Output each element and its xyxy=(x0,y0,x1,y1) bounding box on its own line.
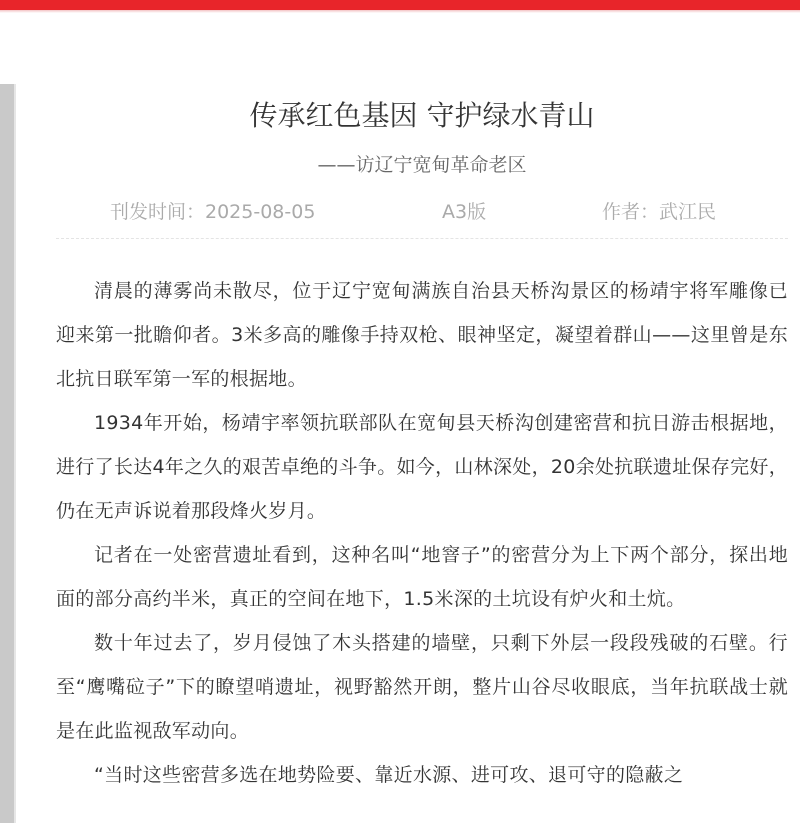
top-accent-bar xyxy=(0,0,800,10)
article-body xyxy=(56,239,788,797)
article-paragraph: 1934年开始，杨靖宇率领抗联部队在宽甸县天桥沟创建密营和抗日游击根据地，进行了长达4年之久的艰苦卓绝的斗争。如今，山林深处，20余处抗联遗址保存完好，仍在无声诉说着那段烽火岁月。 xyxy=(56,412,788,522)
article-title: 传承红色基因 守护绿水青山 xyxy=(249,99,595,132)
left-sidebar-rule xyxy=(0,84,14,823)
article-subtitle: ——访辽宁宽甸革命老区 xyxy=(317,154,527,176)
publish-date: 刊发时间：2025-08-05 xyxy=(110,201,316,223)
author-name: 作者：武江民 xyxy=(602,201,717,223)
article xyxy=(56,84,788,797)
top-accent-shade xyxy=(0,10,800,13)
article-paragraph: 清晨的薄雾尚未散尽，位于辽宁宽甸满族自治县天桥沟景区的杨靖宇将军雕像已迎来第一批瞻仰者。3米多高的雕像手持双枪、眼神坚定，凝望着群山——这里曾是东北抗日联军第一军的根据地。 xyxy=(56,280,788,390)
left-sidebar-rule-edge xyxy=(14,84,16,823)
page-number: A3版 xyxy=(442,201,487,223)
article-paragraph: 记者在一处密营遗址看到，这种名叫“地窨子”的密营分为上下两个部分，探出地面的部分高约半米，真正的空间在地下，1.5米深的土坑设有炉火和土炕。 xyxy=(56,544,788,610)
article-paragraph: 数十年过去了，岁月侵蚀了木头搭建的墙壁，只剩下外层一段段残破的石壁。行至“鹰嘴砬子”下的瞭望哨遗址，视野豁然开朗，整片山谷尽收眼底，当年抗联战士就是在此监视敌军动向。 xyxy=(56,632,788,742)
article-paragraph: “当时这些密营多选在地势险要、靠近水源、进可攻、退可守的隐蔽之 xyxy=(94,764,684,786)
article-meta xyxy=(56,190,788,239)
